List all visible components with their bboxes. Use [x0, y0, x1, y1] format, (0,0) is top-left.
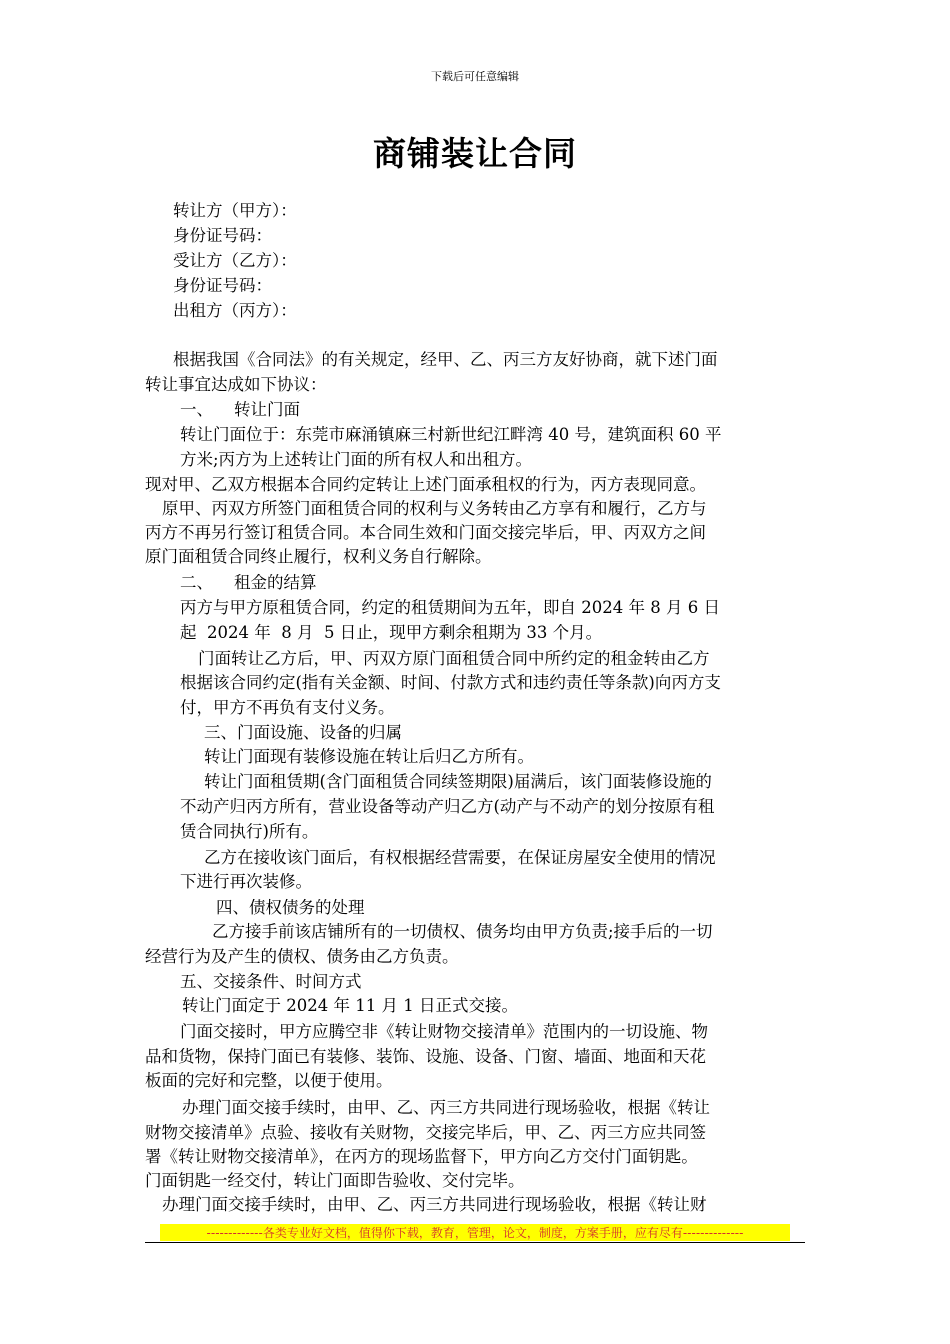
body-line: 转让门面租赁期(含门面租赁合同续签期限)届满后，该门面装修设施的 — [204, 772, 712, 791]
section-heading: 二、 租金的结算 — [180, 573, 317, 592]
body-line: 经营行为及产生的债权、债务由乙方负责。 — [145, 947, 459, 966]
body-line: 丙方与甲方原租赁合同，约定的租赁期间为五年，即自 2024 年 8 月 6 日 — [180, 598, 720, 617]
body-line: 现对甲、乙双方根据本合同约定转让上述门面承租权的行为，丙方表现同意。 — [145, 475, 706, 494]
party-line: 身份证号码： — [173, 226, 272, 245]
body-line: 丙方不再另行签订租赁合同。本合同生效和门面交接完毕后，甲、丙双方之间 — [145, 523, 706, 542]
footer-ad-banner: -------------各类专业好文档，值得你下载，教育，管理，论文，制度，方案手册，应有尽有-------------- — [160, 1224, 790, 1241]
section-heading: 五、交接条件、时间方式 — [180, 972, 362, 991]
body-line: 根据我国《合同法》的有关规定，经甲、乙、丙三方友好协商，就下述门面 — [173, 350, 718, 369]
body-line: 办理门面交接手续时，由甲、乙、丙三方共同进行现场验收，根据《转让 — [182, 1098, 710, 1117]
party-line: 受让方（乙方）： — [173, 251, 297, 270]
body-line: 乙方在接收该门面后，有权根据经营需要，在保证房屋安全使用的情况 — [204, 848, 716, 867]
body-line: 方米;丙方为上述转让门面的所有权人和出租方。 — [180, 450, 533, 469]
section-heading: 一、 转让门面 — [180, 400, 300, 419]
header-note: 下载后可任意编辑 — [431, 70, 519, 83]
section-heading: 四、债权债务的处理 — [216, 898, 365, 917]
body-line: 门面转让乙方后，甲、丙双方原门面租赁合同中所约定的租金转由乙方 — [198, 649, 710, 668]
body-line: 下进行再次装修。 — [180, 872, 312, 891]
body-line: 原甲、丙双方所签门面租赁合同的权利与义务转由乙方享有和履行，乙方与 — [162, 499, 707, 518]
footer-divider — [145, 1242, 805, 1243]
body-line: 转让门面定于 2024 年 11 月 1 日正式交接。 — [182, 996, 518, 1015]
body-line: 乙方接手前该店铺所有的一切债权、债务均由甲方负责;接手后的一切 — [212, 922, 713, 941]
party-line: 出租方（丙方）： — [173, 301, 297, 320]
body-line: 转让门面现有装修设施在转让后归乙方所有。 — [204, 747, 534, 766]
body-line: 原门面租赁合同终止履行，权利义务自行解除。 — [145, 547, 492, 566]
body-line: 品和货物，保持门面已有装修、装饰、设施、设备、门窗、墙面、地面和天花 — [145, 1047, 706, 1066]
body-line: 板面的完好和完整，以便于使用。 — [145, 1071, 393, 1090]
body-line: 不动产归丙方所有，营业设备等动产归乙方(动产与不动产的划分按原有租 — [180, 797, 715, 816]
document-title: 商铺装让合同 — [373, 134, 577, 173]
party-line: 转让方（甲方）： — [173, 201, 297, 220]
body-line: 门面交接时，甲方应腾空非《转让财物交接清单》范围内的一切设施、物 — [180, 1022, 708, 1041]
body-line: 门面钥匙一经交付，转让门面即告验收、交付完毕。 — [145, 1171, 525, 1190]
body-line: 转让事宜达成如下协议： — [145, 375, 327, 394]
body-line: 赁合同执行)所有。 — [180, 822, 319, 841]
body-line: 办理门面交接手续时，由甲、乙、丙三方共同进行现场验收，根据《转让财 — [162, 1195, 707, 1214]
body-line: 署《转让财物交接清单》，在丙方的现场监督下，甲方向乙方交付门面钥匙。 — [145, 1147, 698, 1166]
body-line: 转让门面位于：东莞市麻涌镇麻三村新世纪江畔湾 40 号，建筑面积 60 平 — [180, 425, 722, 444]
party-line: 身份证号码： — [173, 276, 272, 295]
body-line: 根据该合同约定(指有关金额、时间、付款方式和违约责任等条款)向丙方支 — [180, 673, 721, 692]
body-line: 起 2024 年 8 月 5 日止，现甲方剩余租期为 33 个月。 — [180, 623, 603, 642]
section-heading: 三、门面设施、设备的归属 — [204, 723, 402, 742]
body-line: 付，甲方不再负有支付义务。 — [180, 698, 395, 717]
body-line: 财物交接清单》点验、接收有关财物，交接完毕后，甲、乙、丙三方应共同签 — [145, 1123, 706, 1142]
